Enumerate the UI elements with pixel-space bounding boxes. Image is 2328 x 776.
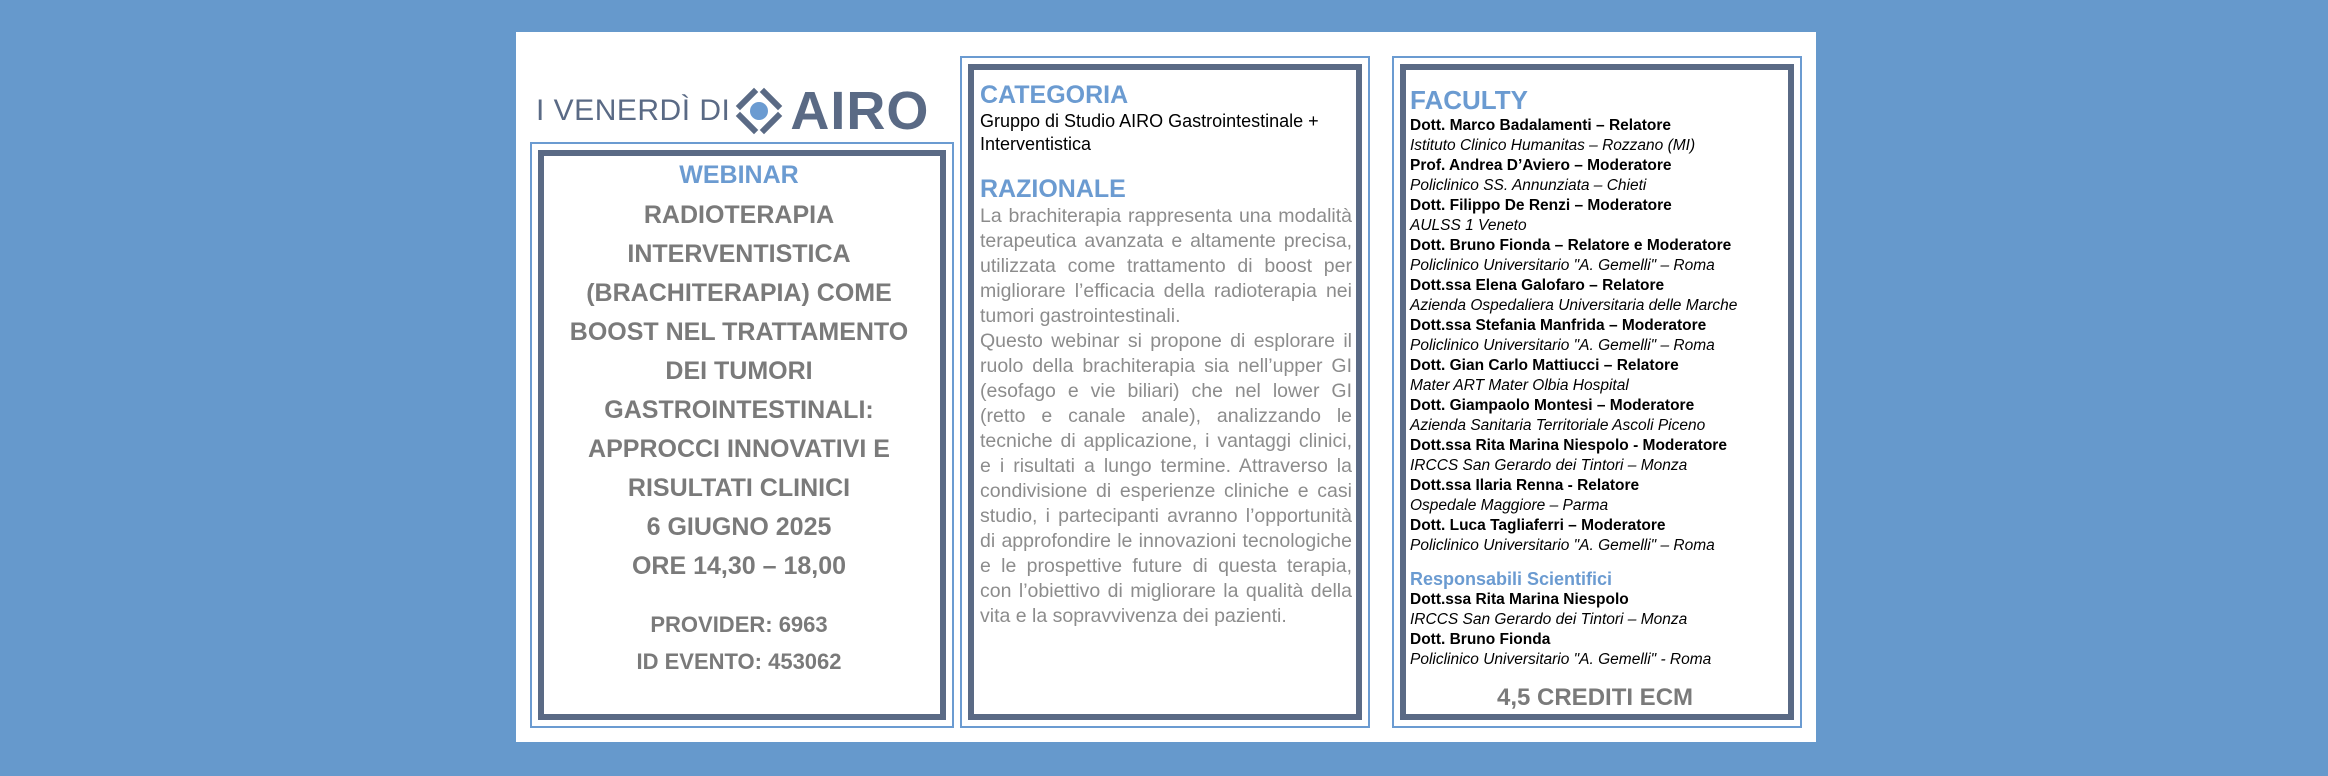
faculty-name: Prof. Andrea D’Aviero – Moderatore [1410, 157, 1672, 174]
faculty-section [1410, 84, 1782, 670]
category-heading: CATEGORIA [980, 81, 1129, 109]
logo-prefix: I VENERDÌ DI [536, 94, 731, 127]
faculty-name: Dott. Luca Tagliaferri – Moderatore [1410, 517, 1666, 534]
responsabile-affiliation: IRCCS San Gerardo dei Tintori – Monza [1410, 611, 1688, 628]
faculty-name: Dott. Filippo De Renzi – Moderatore [1410, 197, 1672, 214]
category-text: Gruppo di Studio AIRO Gastrointestinale + Interventistica [980, 111, 1319, 154]
category-rationale [980, 80, 1352, 629]
title-line: BOOST NEL TRATTAMENTO [569, 318, 909, 346]
title-line: INTERVENTISTICA [627, 240, 851, 268]
faculty-name: Dott. Bruno Fionda – Relatore e Moderatore [1410, 237, 1732, 254]
title-line: RISULTATI CLINICI [627, 474, 851, 502]
event-id: ID EVENTO: 453062 [636, 649, 842, 674]
faculty-name: Dott. Giampaolo Montesi – Moderatore [1410, 397, 1695, 414]
faculty-affiliation: Policlinico Universitario "A. Gemelli" – Roma [1410, 337, 1715, 354]
faculty-affiliation: Policlinico Universitario "A. Gemelli" – Roma [1410, 537, 1715, 554]
responsabili-heading: Responsabili Scientifici [1410, 569, 1613, 589]
title-line: APPROCCI INNOVATIVI E [588, 435, 890, 463]
rationale-paragraph: La brachiterapia rappresenta una modalità terapeutica avanzata e altamente precisa, utilizzata come trattamento di boost per migliorare l’efficacia della radioterapia nei tumori gastrointestinali. [980, 205, 1352, 327]
airo-logo-icon [734, 86, 784, 136]
faculty-name: Dott.ssa Stefania Manfrida – Moderatore [1410, 317, 1707, 334]
ecm-credits: 4,5 CREDITI ECM [1496, 684, 1694, 711]
rationale-heading: RAZIONALE [980, 175, 1126, 203]
faculty-name: Dott. Marco Badalamenti – Relatore [1410, 117, 1671, 134]
responsabile-name: Dott. Bruno Fionda [1410, 631, 1551, 648]
webinar-label: WEBINAR [679, 161, 799, 189]
faculty-affiliation: Azienda Ospedaliera Universitaria delle Marche [1410, 297, 1738, 314]
event-date: 6 GIUGNO 2025 [646, 513, 832, 541]
title-line: RADIOTERAPIA [643, 201, 835, 229]
faculty-name: Dott.ssa Ilaria Renna - Relatore [1410, 477, 1640, 494]
webinar-info [540, 158, 938, 680]
faculty-affiliation: Azienda Sanitaria Territoriale Ascoli Piceno [1410, 417, 1706, 434]
faculty-affiliation: Policlinico Universitario "A. Gemelli" – Roma [1410, 257, 1715, 274]
title-line: (BRACHITERAPIA) COME [586, 279, 892, 307]
faculty-affiliation: Ospedale Maggiore – Parma [1410, 497, 1609, 514]
rationale-paragraph: Questo webinar si propone di esplorare il ruolo della brachiterapia sia nell’upper GI (esofago e vie biliari) che nel lower GI (retto e canale anale), analizzando le tecniche di applicazione, i vantaggi clinici, e i risultati a lungo termine. Attraverso la condivisione di esperienze cliniche e casi studio, i partecipanti avranno l’opportunità di approfondire le innovazioni tecnologiche e le prospettive future di questa terapia, con l’obiettivo di migliorare la qualità della vita e la sopravvivenza dei pazienti. [980, 330, 1352, 627]
responsabile-affiliation: Policlinico Universitario "A. Gemelli" - Roma [1410, 651, 1712, 668]
faculty-name: Dott. Gian Carlo Mattiucci – Relatore [1410, 357, 1679, 374]
faculty-affiliation: Policlinico SS. Annunziata – Chieti [1410, 177, 1647, 194]
logo-brand: AIRO [790, 81, 930, 141]
faculty-name: Dott.ssa Elena Galofaro – Relatore [1410, 277, 1665, 294]
flyer-sheet [516, 32, 1816, 742]
faculty-name: Dott.ssa Rita Marina Niespolo - Moderatore [1410, 437, 1727, 454]
faculty-affiliation: Istituto Clinico Humanitas – Rozzano (MI) [1410, 137, 1696, 154]
airo-logo [536, 81, 956, 141]
faculty-affiliation: Mater ART Mater Olbia Hospital [1410, 377, 1629, 394]
faculty-affiliation: AULSS 1 Veneto [1410, 217, 1527, 234]
title-line: DEI TUMORI [665, 357, 813, 385]
provider-id: PROVIDER: 6963 [650, 612, 828, 637]
faculty-affiliation: IRCCS San Gerardo dei Tintori – Monza [1410, 457, 1688, 474]
faculty-heading: FACULTY [1410, 85, 1528, 115]
title-line: GASTROINTESTINALI: [604, 396, 874, 424]
event-time: ORE 14,30 – 18,00 [631, 552, 847, 580]
responsabile-name: Dott.ssa Rita Marina Niespolo [1410, 591, 1629, 608]
